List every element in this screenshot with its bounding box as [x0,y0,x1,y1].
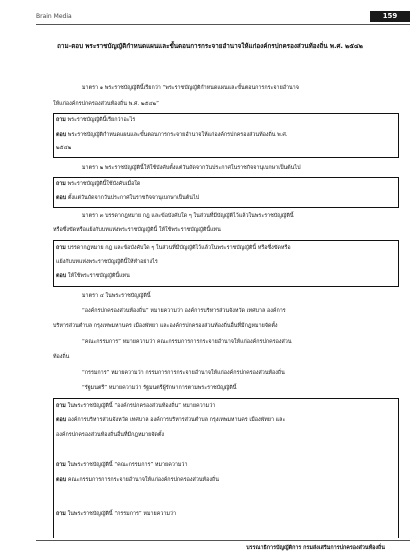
definition-committee-line2: ท้องถิ่น [53,354,70,360]
qa4-answer [56,416,285,425]
answer-text: องค์การบริหารส่วนจังหวัด เทศบาล องค์การบริหารส่วนตำบล กรุงเทพมหานคร เมืองพัทยา และ [67,417,286,423]
question-label: ถาม [56,181,66,187]
question-text: ในพระราชบัญญัตินี้ “คณะกรรมการ” หมายความว่า [67,462,188,468]
qa2-question [56,180,140,189]
definition-minister: “รัฐมนตรี” หมายความว่า รัฐมนตรีผู้รักษาการตามพระราชบัญญัตินี้ [82,385,237,391]
question-text: พระราชบัญญัตินี้เรียกว่าอะไร [67,117,136,123]
qa3-answer [56,272,130,281]
qa2-answer [56,194,199,203]
question-label: ถาม [56,403,66,409]
section4-heading: มาตรา ๔ ในพระราชบัญญัตินี้ [82,293,151,299]
question-text: ในพระราชบัญญัตินี้ “กรรมการ” หมายความว่า [67,511,176,517]
qa3-question [56,244,291,253]
answer-text: คณะกรรมการการกระจายอำนาจให้แก่องค์กรปกครองส่วนท้องถิ่น [67,477,219,483]
section1-paragraph-line2: ให้แก่องค์กรปกครองส่วนท้องถิ่น พ.ศ. ๒๕๔๒” [53,101,159,107]
page-title: ถาม-ตอบ พระราชบัญญัติกำหนดแผนและขั้นตอนการกระจายอำนาจให้แก่องค์กรปกครองส่วนท้องถิ่น พ.ศ. ๒๕๔๒ [57,43,363,50]
definition-member: “กรรมการ” หมายความว่า กรรมการการกระจายอำนาจให้แก่องค์กรปกครองส่วนท้องถิ่น [82,370,285,376]
qa-box-4 [53,398,399,538]
question-text: พระราชบัญญัตินี้ใช้บังคับเมื่อใด [67,181,141,187]
qa5-answer [56,476,219,485]
qa1-answer [56,131,288,140]
qa-box-3 [53,240,399,287]
answer-label: ตอบ [56,477,67,483]
answer-text: ตั้งแต่วันถัดจากวันประกาศในราชกิจจานุเบกษาเป็นต้นไป [67,195,200,201]
definition-local-gov-line2: บริหารส่วนตำบล กรุงเทพมหานคร เมืองพัทยา และองค์กรปกครองส่วนท้องถิ่นอื่นที่มีกฎหมายจัดตั้ง [53,323,278,329]
qa6-question [56,510,176,519]
answer-label: ตอบ [56,132,67,138]
brand-header: Brain Media [36,13,72,20]
answer-label: ตอบ [56,273,67,279]
question-label: ถาม [56,462,66,468]
qa3-question-line2: แย้งกับบทแห่งพระราชบัญญัตินี้ให้ทำอย่างไร [56,259,158,265]
question-label: ถาม [56,117,66,123]
section2-paragraph: มาตรา ๒ พระราชบัญญัตินี้ให้ใช้บังคับตั้งแต่วันถัดจากวันประกาศในราชกิจจานุเบกษาเป็นต้นไป [82,165,301,171]
qa4-question [56,402,215,411]
header-divider [36,24,410,25]
definition-local-gov-line1: “องค์กรปกครองส่วนท้องถิ่น” หมายความว่า องค์การบริหารส่วนจังหวัด เทศบาล องค์การ [82,308,286,314]
page-number: 159 [370,11,410,22]
question-text: ในพระราชบัญญัตินี้ “องค์กรปกครองส่วนท้องถิ่น” หมายความว่า [67,403,216,409]
answer-label: ตอบ [56,195,67,201]
section3-paragraph-line1: มาตรา ๓ บรรดากฎหมาย กฎ และข้อบังคับใด ๆ ในส่วนที่มีบัญญัติไว้แล้วในพระราชบัญญัตินี้ [82,213,294,219]
answer-text: ให้ใช้พระราชบัญญัตินี้แทน [67,273,130,279]
question-text: บรรดากฎหมาย กฎ และข้อบังคับใด ๆ ในส่วนที่มีบัญญัติไว้แล้วในพระราชบัญญัตินี้ หรือซึ่งขัดหรือ [67,245,291,251]
question-label: ถาม [56,511,66,517]
question-label: ถาม [56,245,66,251]
qa-box-1 [53,113,399,158]
page-footer: บรรณาธิการบัญญัติการ กรมส่งเสริมการปกครองส่วนท้องถิ่น [246,545,385,551]
answer-text: พระราชบัญญัติกำหนดแผนและขั้นตอนการกระจายอำนาจให้แก่องค์กรปกครองส่วนท้องถิ่น พ.ศ. [67,132,288,138]
section1-paragraph-line1: มาตรา ๑ พระราชบัญญัตินี้เรียกว่า “พระราชบัญญัติกำหนดแผนและขั้นตอนการกระจายอำนาจ [82,85,299,91]
definition-committee-line1: “คณะกรรมการ” หมายความว่า คณะกรรมการการกระจายอำนาจให้แก่องค์กรปกครองส่วน [82,339,292,345]
footer-divider [36,540,410,541]
qa-box-2 [53,177,399,208]
qa4-answer-line2: องค์กรปกครองส่วนท้องถิ่นอื่นที่มีกฎหมายจัดตั้ง [56,432,165,438]
qa1-answer-line2: ๒๕๔๒ [56,145,72,151]
qa5-question [56,461,187,470]
section3-paragraph-line2: หรือซึ่งขัดหรือแย้งกับบทแห่งพระราชบัญญัตินี้ ให้ใช้พระราชบัญญัตินี้แทน [53,227,221,233]
qa1-question [56,116,135,125]
answer-label: ตอบ [56,417,67,423]
